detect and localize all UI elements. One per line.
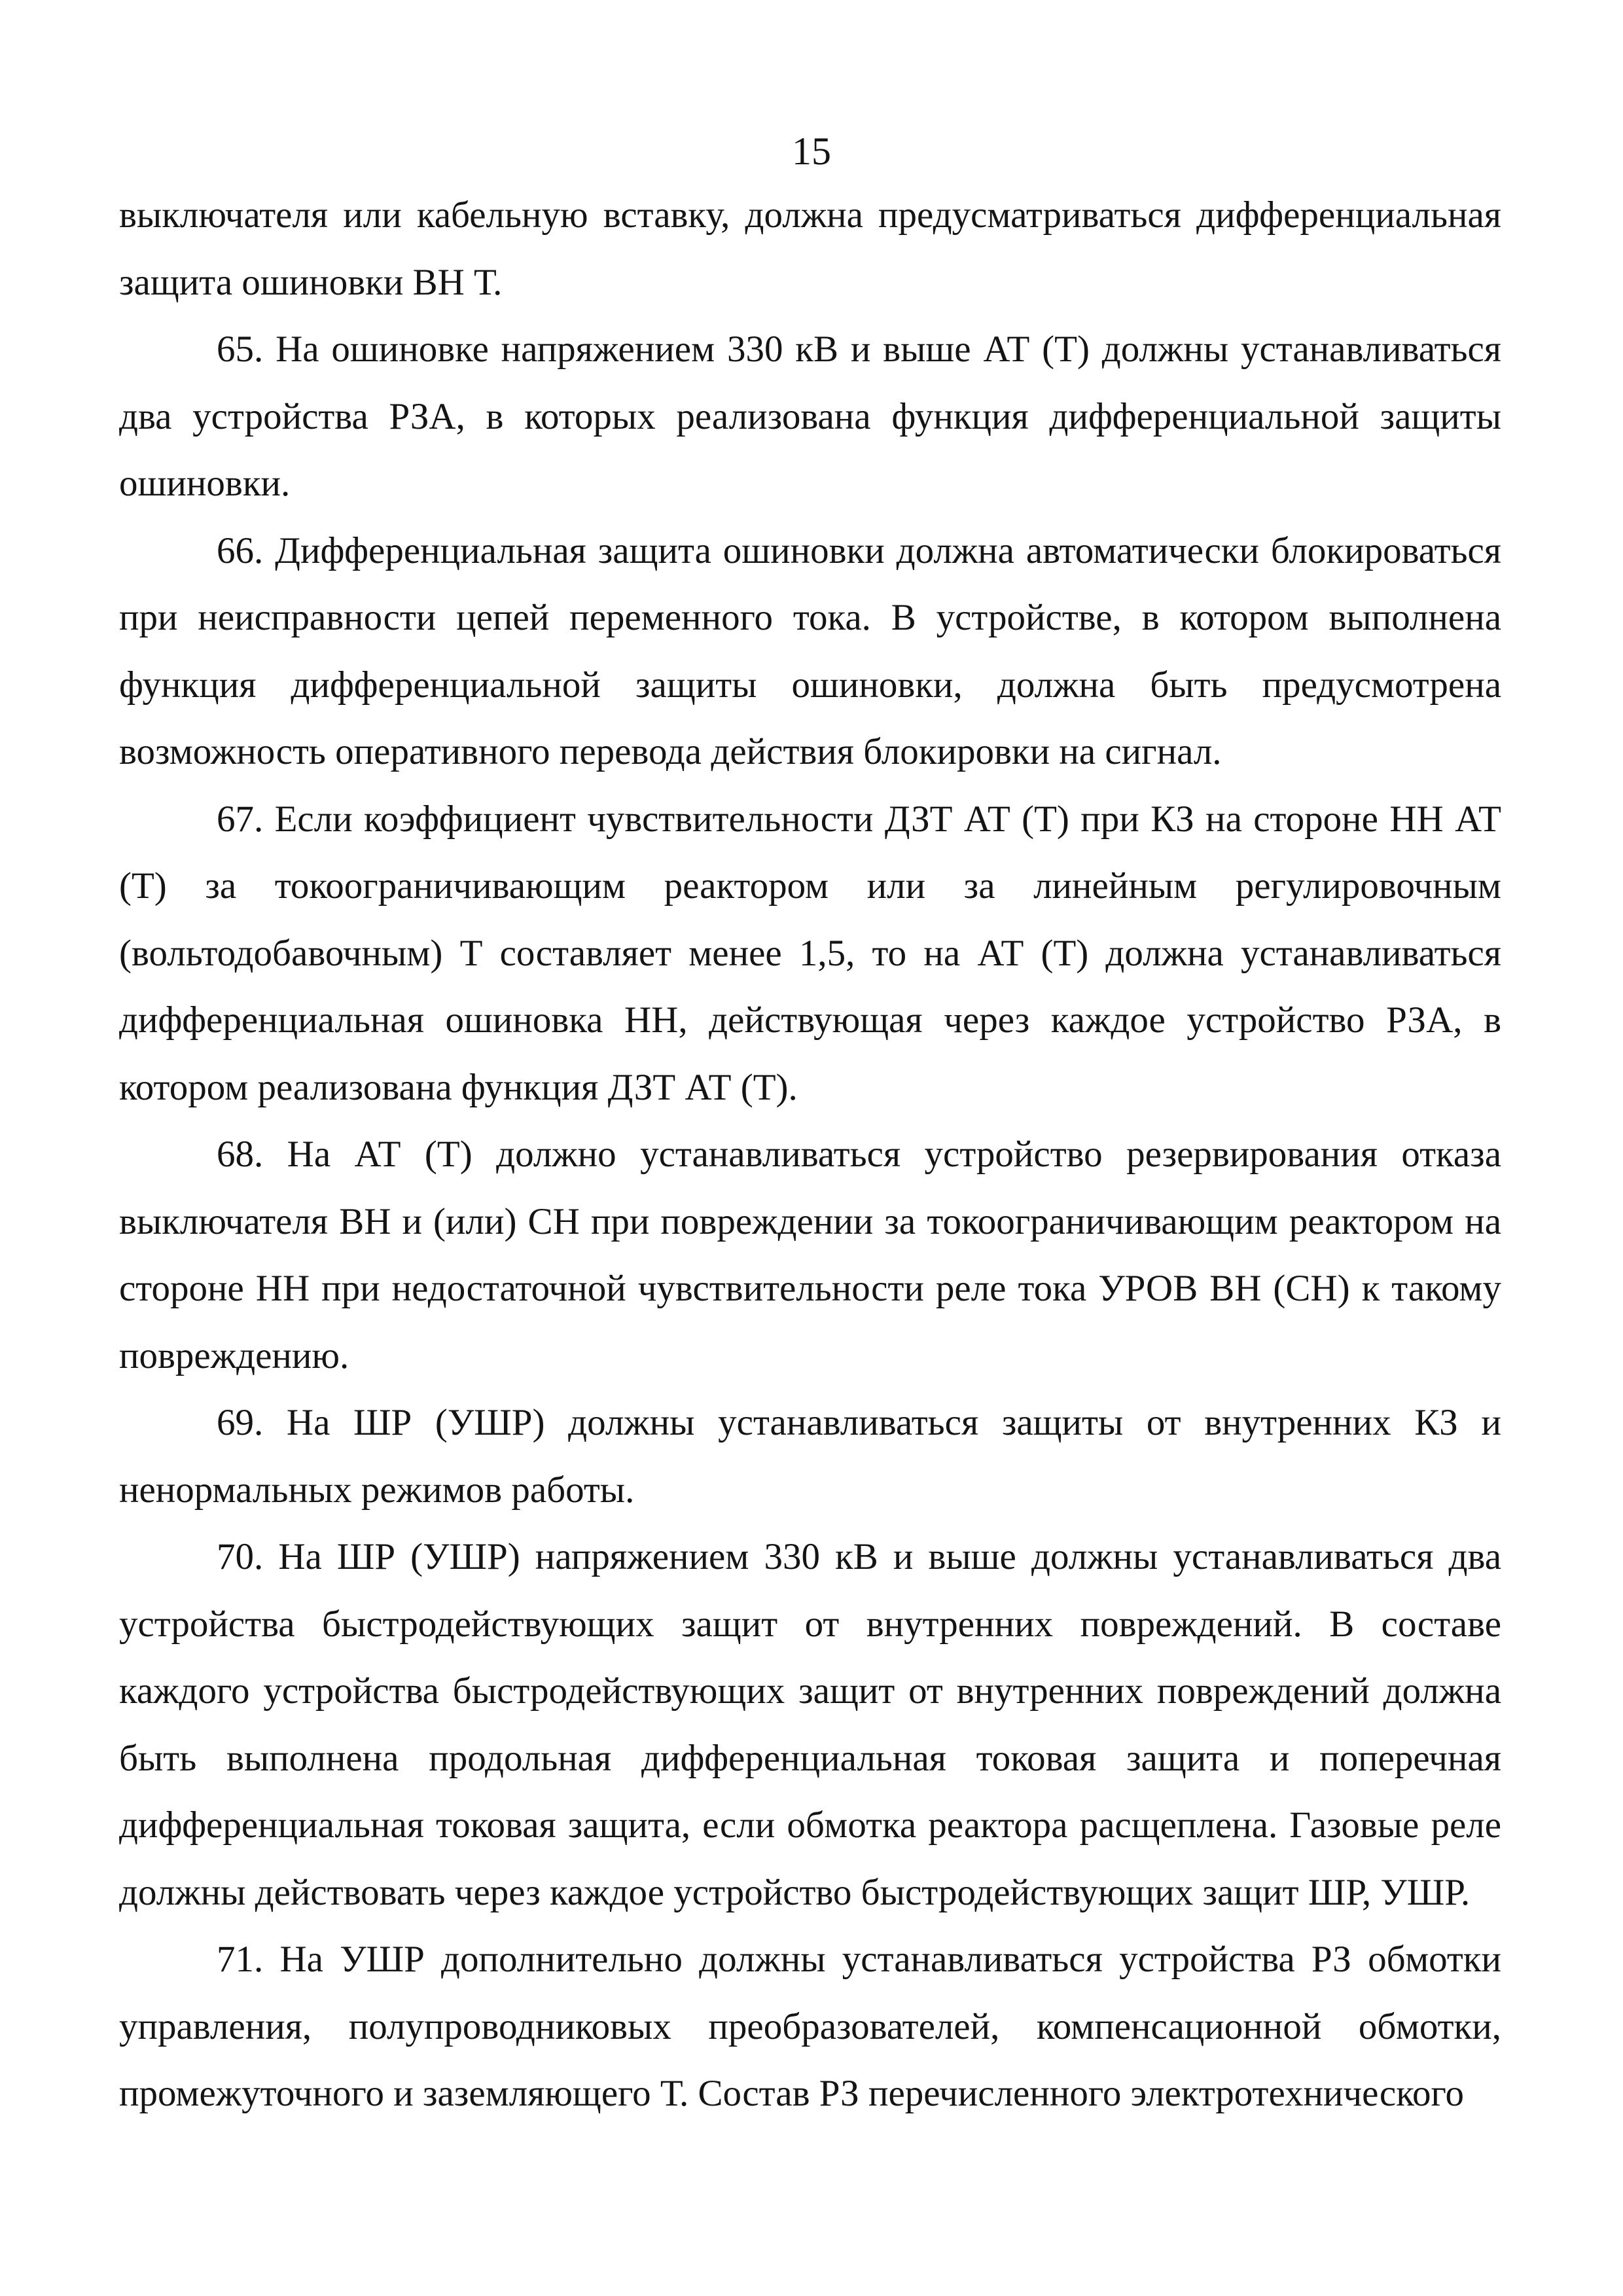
paragraph-71: 71. На УШР дополнительно должны устанавливаться устройства РЗ обмотки управления, полупроводниковых преобразователей, компенсационной обмотки, промежуточного и заземляющего Т. Состав РЗ перечисленного электротехнического [119, 1939, 1501, 2114]
paragraph-66: 66. Дифференциальная защита ошиновки должна автоматически блокироваться при неисправности цепей переменного тока. В устройстве, в котором выполнена функция дифференциальной защиты ошиновки, должна быть предусмотрена возможность оперативного перевода действия блокировки на сигнал. [119, 529, 1501, 772]
body-text [119, 182, 1501, 2128]
paragraph-68: 68. На АТ (Т) должно устанавливаться устройство резервирования отказа выключателя ВН и (или) СН при повреждении за токоограничивающим реактором на стороне НН при недостаточной чувствительности реле тока УРОВ ВН (СН) к такому повреждению. [119, 1134, 1501, 1376]
paragraph-70: 70. На ШР (УШР) напряжением 330 кВ и выше должны устанавливаться два устройства быстродействующих защит от внутренних повреждений. В составе каждого устройства быстродействующих защит от внутренних повреждений должна быть выполнена продольная дифференциальная токовая защита и поперечная дифференциальная токовая защита, если обмотка реактора расщеплена. Газовые реле должны действовать через каждое устройство быстродействующих защит ШР, УШР. [119, 1536, 1501, 1913]
paragraph-67: 67. Если коэффициент чувствительности ДЗТ АТ (Т) при КЗ на стороне НН АТ (Т) за токоограничивающим реактором или за линейным регулировочным (вольтодобавочным) Т составляет менее 1,5, то на АТ (Т) должна устанавливаться дифференциальная ошиновка НН, действующая через каждое устройство РЗА, в котором реализована функция ДЗТ АТ (Т). [119, 798, 1501, 1108]
paragraph-continuation: выключателя или кабельную вставку, должна предусматриваться дифференциальная защита ошиновки ВН Т. [119, 194, 1501, 303]
paragraph-69: 69. На ШР (УШР) должны устанавливаться защиты от внутренних КЗ и ненормальных режимов работы. [119, 1402, 1501, 1511]
page-number: 15 [792, 130, 831, 173]
paragraph-65: 65. На ошиновке напряжением 330 кВ и выше АТ (Т) должны устанавливаться два устройства РЗА, в которых реализована функция дифференциальной защиты ошиновки. [119, 329, 1501, 504]
